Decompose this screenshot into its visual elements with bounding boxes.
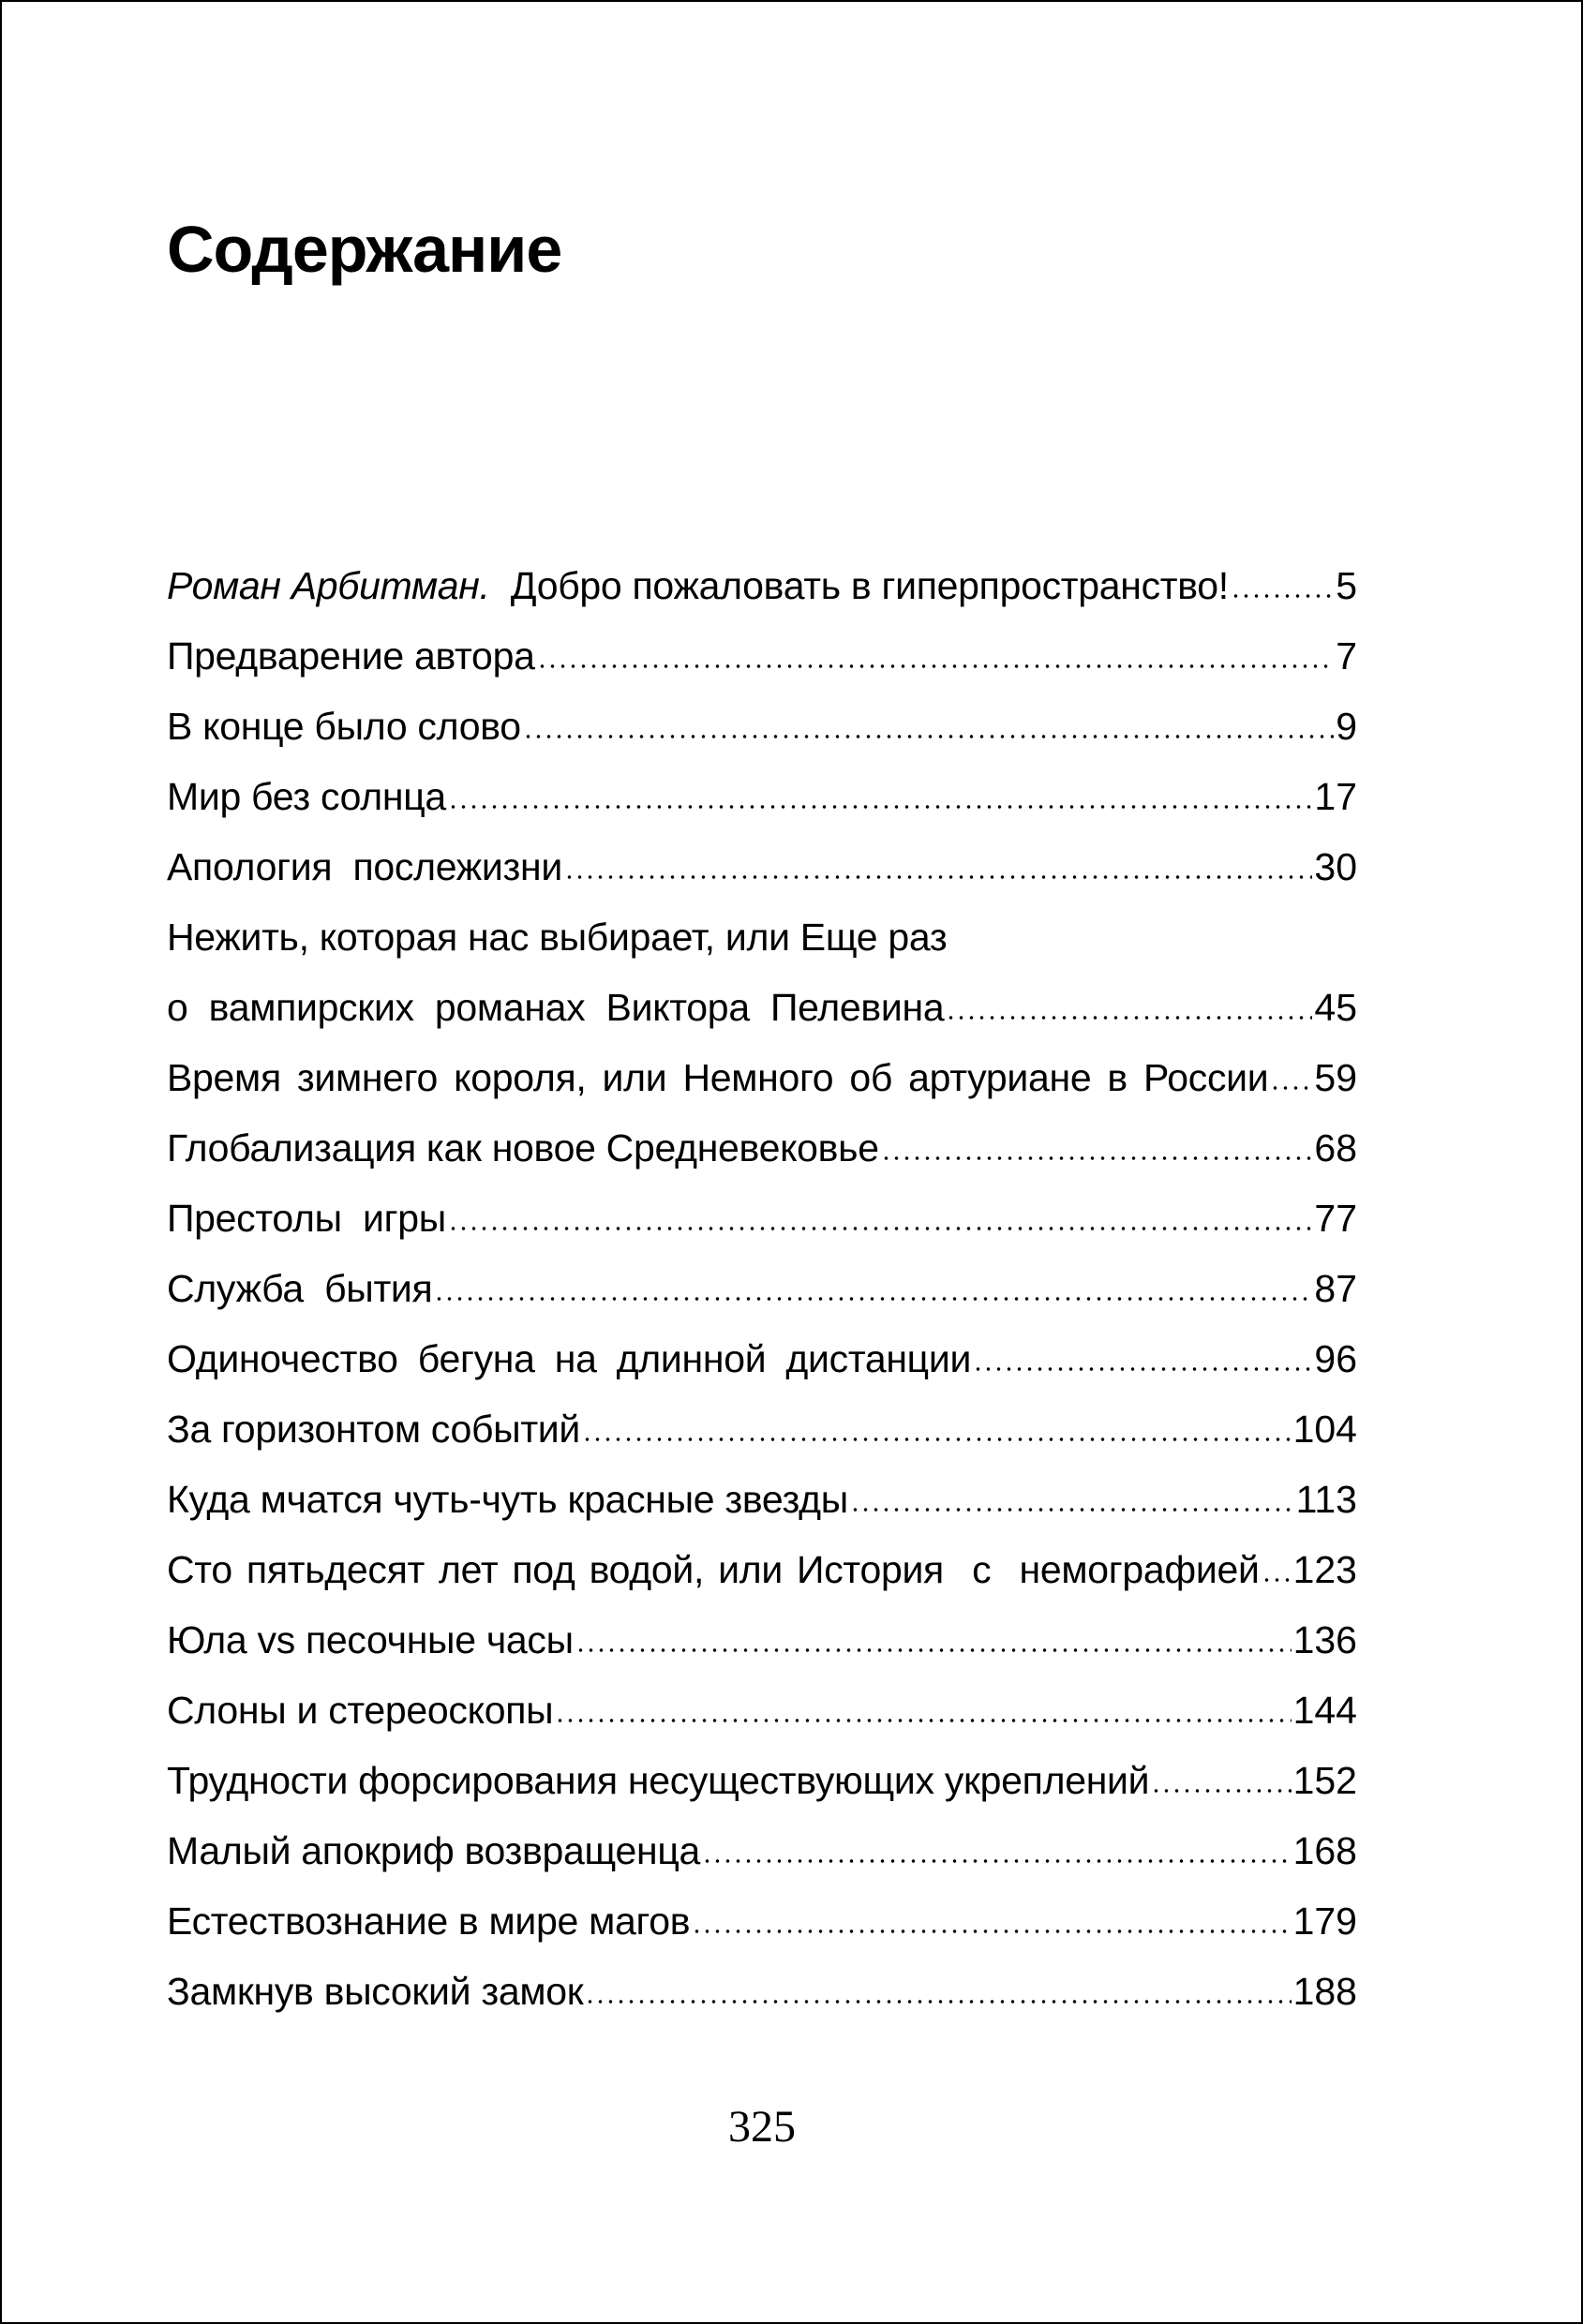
toc-entry — [167, 1816, 1357, 1886]
toc-entry — [167, 1394, 1357, 1465]
toc-entry-title: Мир без солнца — [167, 775, 446, 818]
toc-entry-title: Естествознание в мире магов — [167, 1899, 691, 1943]
dot-leader — [555, 1718, 1291, 1723]
dot-leader — [973, 1366, 1312, 1372]
toc-entry-page: 168 — [1292, 1829, 1357, 1872]
toc-entry — [167, 1886, 1357, 1957]
toc-entry-page: 144 — [1292, 1689, 1357, 1732]
toc-entry — [167, 1324, 1357, 1394]
toc-entry — [167, 551, 1357, 621]
toc-entry-title: Малый апокриф возвращенца — [167, 1829, 701, 1872]
dot-leader — [537, 663, 1335, 669]
toc-entry — [167, 1113, 1357, 1184]
dot-leader — [692, 1929, 1291, 1934]
toc-entry-title: Нежить, которая нас выбирает, или Еще раз — [167, 916, 948, 959]
dot-leader — [1231, 593, 1334, 599]
toc-entry-page: 87 — [1314, 1267, 1357, 1310]
toc-entry-page: 113 — [1295, 1478, 1357, 1521]
toc-entry-title: Одиночество бегуна на длинной дистанции — [167, 1337, 972, 1380]
dot-leader — [702, 1858, 1292, 1864]
dot-leader — [448, 804, 1313, 810]
toc-entry — [167, 1676, 1357, 1746]
toc-entry-page: 9 — [1336, 705, 1357, 748]
dot-leader — [582, 1437, 1292, 1442]
toc-entry-page: 45 — [1314, 986, 1357, 1029]
toc-list — [167, 551, 1357, 2027]
toc-entry-page: 179 — [1292, 1899, 1357, 1943]
toc-entry-page: 5 — [1336, 564, 1357, 607]
toc-entry — [167, 621, 1357, 692]
toc-entry-page: 59 — [1314, 1056, 1357, 1099]
toc-entry-page: 17 — [1314, 775, 1357, 818]
toc-content — [2, 2, 1581, 2150]
toc-entry-page: 152 — [1292, 1759, 1357, 1802]
dot-leader — [850, 1507, 1294, 1512]
page-number: 325 — [728, 2102, 796, 2152]
toc-entry-title: Престолы игры — [167, 1197, 446, 1240]
dot-leader — [1151, 1788, 1291, 1794]
toc-entry-page: 7 — [1336, 634, 1357, 678]
toc-entry — [167, 1957, 1357, 2027]
page-title: Содержание — [167, 213, 562, 286]
toc-entry-title: Юла vs песочные часы — [167, 1618, 574, 1661]
toc-entry — [167, 762, 1357, 832]
toc-entry-page: 123 — [1292, 1548, 1357, 1591]
toc-entry-page: 96 — [1314, 1337, 1357, 1380]
toc-entry — [167, 1746, 1357, 1816]
toc-entry-page: 188 — [1292, 1970, 1357, 2013]
toc-entry-author: Роман Арбитман. — [167, 564, 490, 607]
toc-entry-title: Трудности форсирования несуществующих укреплений — [167, 1759, 1150, 1802]
toc-entry — [167, 1254, 1357, 1324]
dot-leader — [434, 1296, 1312, 1302]
dot-leader — [946, 1015, 1312, 1020]
dot-leader — [448, 1226, 1312, 1231]
toc-entry-page: 77 — [1314, 1197, 1357, 1240]
toc-entry — [167, 1184, 1357, 1254]
toc-entry-title: Куда мчатся чуть-чуть красные звезды — [167, 1478, 848, 1521]
toc-entry-title: Время зимнего короля, или Немного об артуриане в России — [167, 1056, 1269, 1099]
toc-entry-page: 104 — [1292, 1408, 1357, 1451]
toc-entry-title: За горизонтом событий — [167, 1408, 580, 1451]
toc-entry — [167, 692, 1357, 762]
toc-entry-title: Слоны и стереоскопы — [167, 1689, 554, 1732]
toc-entry-title: о вампирских романах Виктора Пелевина — [167, 986, 945, 1029]
dot-leader — [564, 874, 1312, 880]
toc-entry-title: Сто пятьдесят лет под водой, или История с немографией — [167, 1548, 1260, 1591]
dot-leader — [1262, 1577, 1292, 1583]
dot-leader — [1270, 1085, 1312, 1091]
toc-entry — [167, 902, 1357, 973]
toc-entry-title: Служба бытия — [167, 1267, 433, 1310]
toc-entry-title: В конце было слово — [167, 705, 521, 748]
toc-entry-page: 68 — [1314, 1126, 1357, 1169]
toc-entry-title: Предварение автора — [167, 634, 535, 678]
dot-leader — [881, 1155, 1313, 1161]
toc-entry-page: 30 — [1314, 845, 1357, 888]
toc-entry-title: Глобализация как новое Средневековье — [167, 1126, 879, 1169]
toc-entry — [167, 832, 1357, 902]
toc-entry-title: Замкнув высокий замок — [167, 1970, 584, 2013]
dot-leader — [585, 1999, 1291, 2004]
toc-entry — [167, 1535, 1357, 1605]
toc-entry — [167, 1465, 1357, 1535]
toc-entry-title: Роман Арбитман. Добро пожаловать в гиперпространство! — [167, 564, 1229, 607]
toc-entry-title: Апология послежизни — [167, 845, 562, 888]
toc-entry — [167, 973, 1357, 1043]
toc-entry — [167, 1043, 1357, 1113]
toc-entry-page: 136 — [1292, 1618, 1357, 1661]
dot-leader — [575, 1647, 1292, 1653]
dot-leader — [523, 734, 1334, 739]
toc-entry — [167, 1605, 1357, 1676]
